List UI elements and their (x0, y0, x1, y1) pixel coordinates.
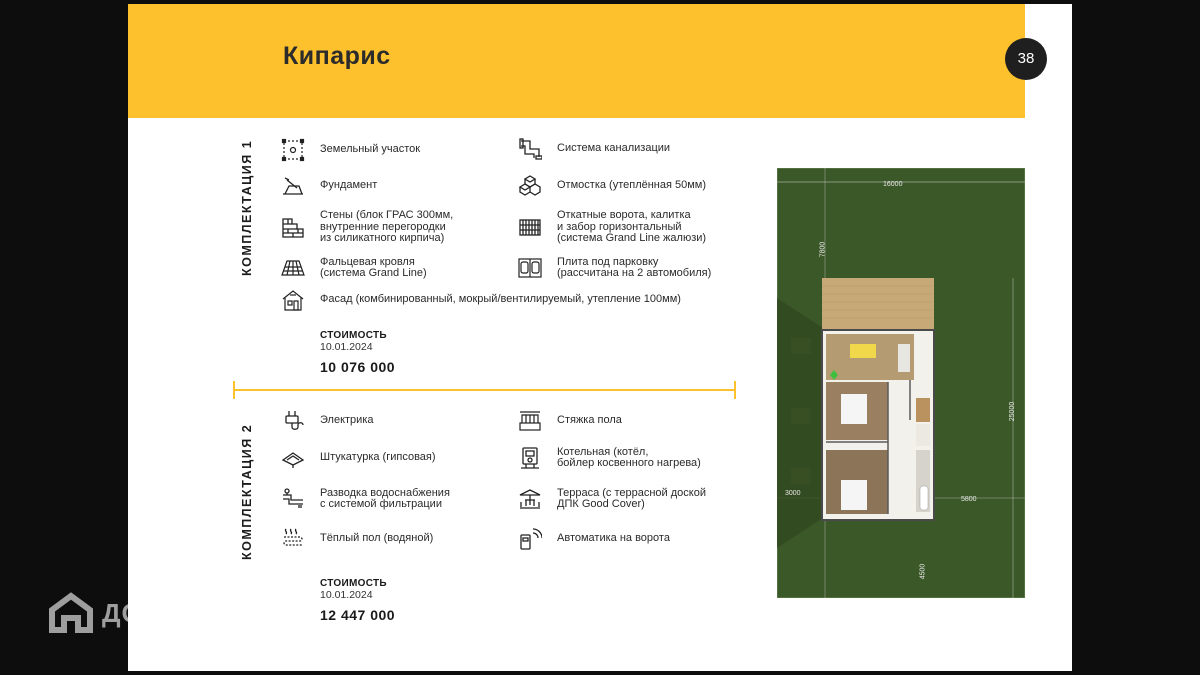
item-text: Стяжка пола (557, 414, 622, 427)
plan-dim-width: 16000 (883, 181, 903, 188)
set1-item (517, 210, 706, 245)
set2-item (517, 526, 670, 552)
page-title: Кипарис (283, 42, 391, 70)
set2-label: КОМПЛЕКТАЦИЯ 2 (240, 423, 254, 560)
site-plan-drawing (777, 168, 1025, 598)
set2-item (280, 486, 450, 512)
set2-price-label: СТОИМОСТЬ (320, 578, 387, 589)
set2-price-date: 10.01.2024 (320, 589, 373, 601)
plan-dim-front: 7800 (819, 241, 827, 258)
slide-page (128, 4, 1072, 671)
set2-price-value: 12 447 000 (320, 607, 396, 623)
item-text: Стены (блок ГРАС 300мм, внутренние перегородки из силикатного кирпича) (320, 209, 454, 244)
plan-dim-right: 5800 (961, 496, 977, 503)
item-text: Автоматика на ворота (557, 532, 670, 545)
header-band (128, 4, 1035, 118)
set2-item (517, 445, 701, 471)
set1-price-date: 10.01.2024 (320, 341, 373, 353)
sewage-pipe-icon (517, 136, 543, 162)
item-text: Фундамент (320, 179, 378, 192)
set1-item (280, 173, 377, 199)
item-text: Земельный участок (320, 143, 421, 156)
plaster-trowel-icon (280, 445, 306, 471)
set1-item (517, 136, 670, 162)
set1-item (517, 173, 706, 199)
set1-item (517, 255, 711, 281)
item-text: Терраса (с террасной доской ДПК Good Cover) (557, 486, 706, 510)
land-plot-icon (280, 137, 306, 163)
item-text: Фальцевая кровля (система Grand Line) (320, 255, 427, 279)
page-number-badge: 38 (1005, 38, 1047, 80)
site-plan-image (777, 168, 1025, 598)
domclick-logo-icon (48, 590, 94, 636)
plan-dim-left: 3000 (785, 490, 801, 497)
set2-item (517, 486, 706, 512)
warm-floor-icon (280, 526, 306, 552)
set1-price-label: СТОИМОСТЬ (320, 330, 387, 341)
item-text: Отмостка (утеплённая 50мм) (557, 179, 707, 192)
electric-plug-icon (280, 408, 306, 434)
item-text: Тёплый пол (водяной) (320, 532, 434, 545)
plan-dim-length: 25000 (1009, 401, 1017, 422)
item-text: Фасад (комбинированный, мокрый/вентилируемый, утепление 100мм) (320, 293, 681, 306)
gate-automation-icon (517, 526, 543, 552)
section-divider (233, 389, 736, 391)
set1-item (280, 255, 427, 281)
floor-screed-icon (517, 408, 543, 434)
set1-item (280, 137, 420, 163)
domclick-watermark (48, 590, 238, 636)
item-text: Плита под парковку (рассчитана на 2 автомобиля) (557, 255, 712, 279)
facade-house-icon (280, 287, 306, 313)
set1-price-value: 10 076 000 (320, 359, 396, 375)
boiler-icon (517, 445, 543, 471)
parking-slab-icon (517, 255, 543, 281)
wall-blocks-icon (280, 214, 306, 240)
set2-item (517, 408, 622, 434)
terrace-icon (517, 486, 543, 512)
set2-item (280, 445, 436, 471)
item-text: Система канализации (557, 142, 671, 155)
foundation-icon (280, 173, 306, 199)
set1-item (280, 210, 453, 245)
plan-dim-rear: 4500 (919, 563, 927, 580)
set1-item (280, 287, 681, 313)
roof-icon (280, 255, 306, 281)
water-supply-icon (280, 486, 306, 512)
watermark-text: ДОМКЛИК (102, 597, 239, 628)
gate-fence-icon (517, 214, 543, 240)
set2-item (280, 408, 374, 434)
blind-area-blocks-icon (517, 173, 543, 199)
item-text: Котельная (котёл, бойлер косвенного нагрева) (557, 445, 701, 469)
item-text: Откатные ворота, калитка и забор горизонтальный (система Grand Line жалюзи) (557, 209, 707, 244)
set2-item (280, 526, 433, 552)
set1-label: КОМПЛЕКТАЦИЯ 1 (240, 139, 254, 276)
item-text: Штукатурка (гипсовая) (320, 451, 436, 464)
item-text: Разводка водоснабжения с системой фильтрации (320, 486, 450, 510)
item-text: Электрика (320, 414, 374, 427)
